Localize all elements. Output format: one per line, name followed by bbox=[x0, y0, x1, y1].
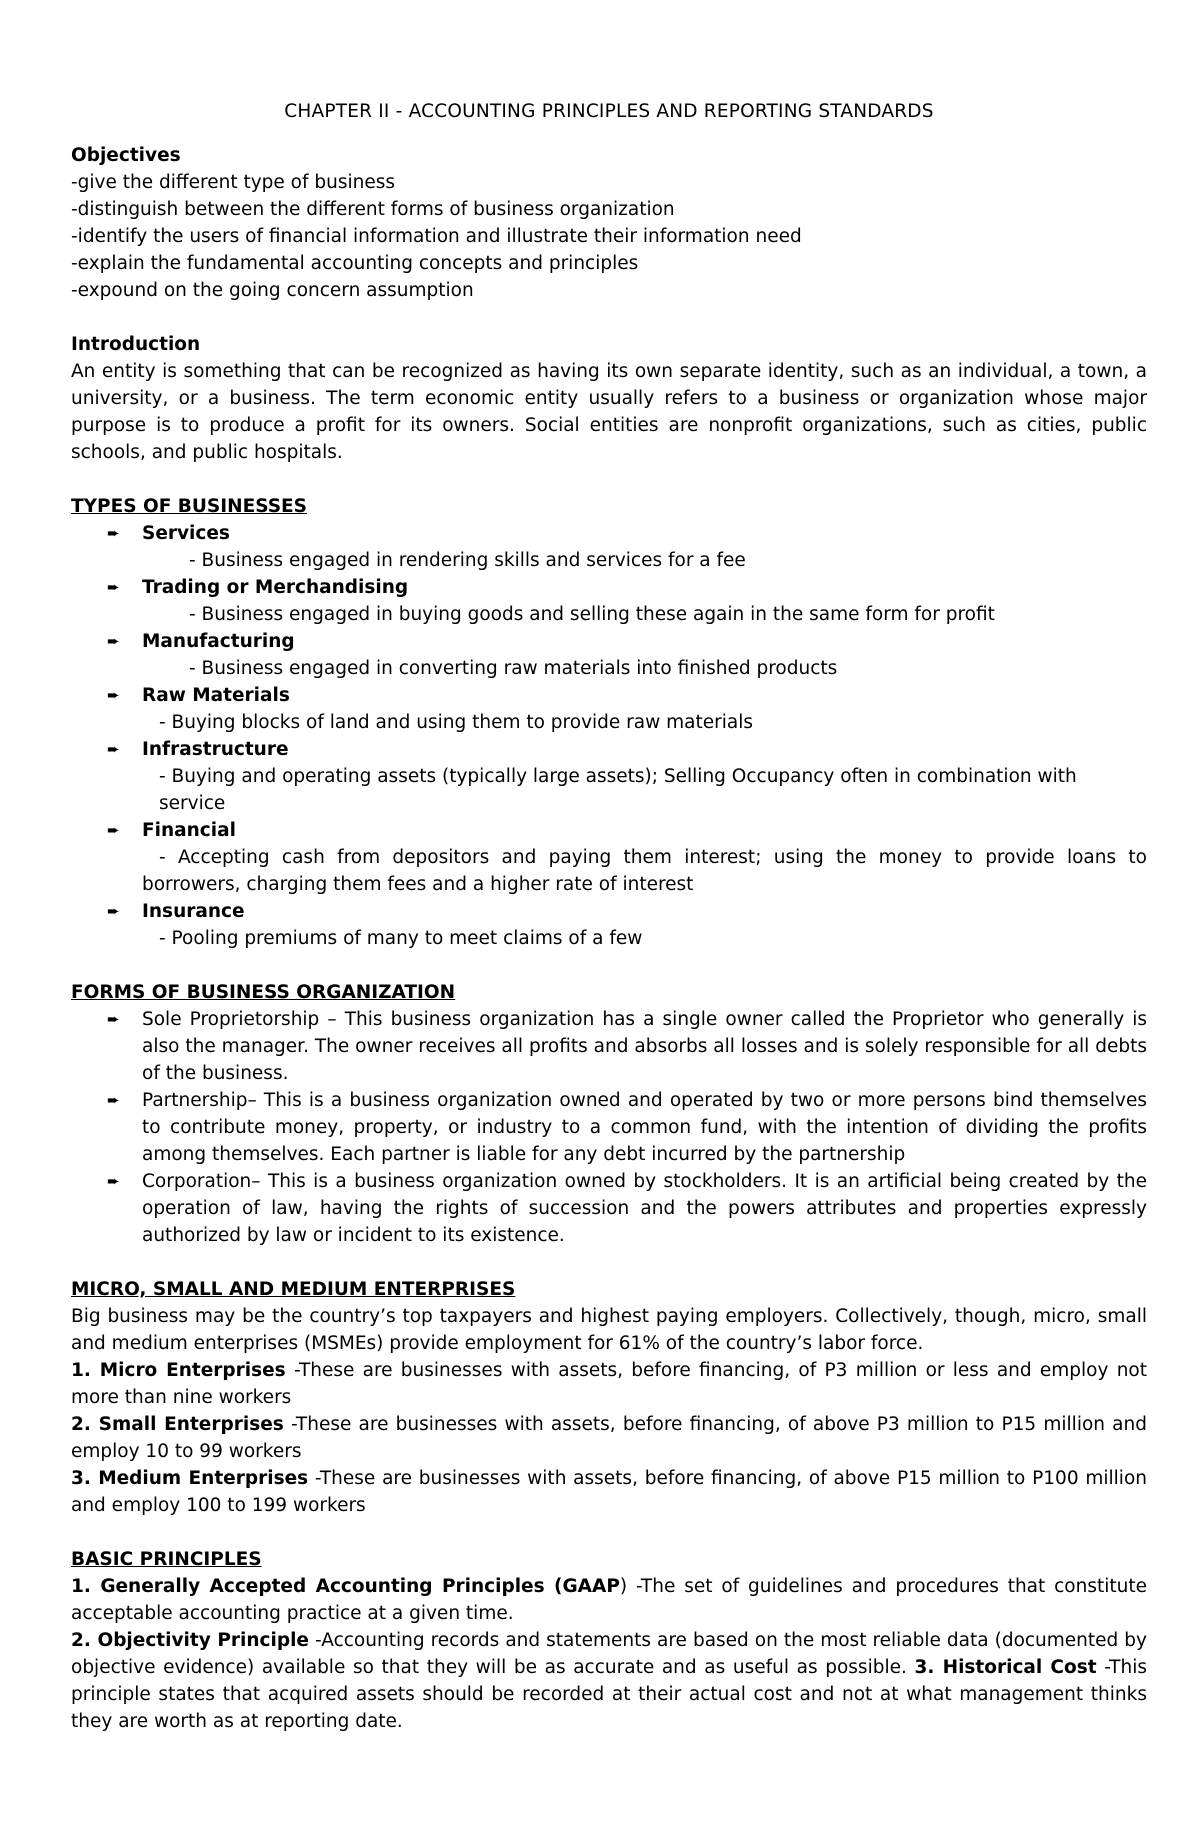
form-item-sole-proprietorship bbox=[71, 1006, 1147, 1087]
objective-item: -distinguish between the different forms of business organization bbox=[71, 199, 675, 220]
business-type-desc: - Business engaged in rendering skills and services for a fee bbox=[189, 550, 746, 571]
forms-heading: FORMS OF BUSINESS ORGANIZATION bbox=[71, 982, 456, 1003]
msme-item-text: -These are businesses with assets, before financing, of above P3 million to P15 million and employ 10 to 99 workers bbox=[71, 1414, 1147, 1462]
form-item-partnership bbox=[71, 1087, 1147, 1168]
objectives-heading: Objectives bbox=[71, 145, 181, 166]
principle-text: -Accounting records and statements are based on the most reliable data (documented by objective evidence) available so that they will be as accurate and as useful as possible. bbox=[71, 1630, 1147, 1678]
business-type-trading bbox=[71, 574, 1147, 601]
arrow-bullet-icon: ➨ bbox=[107, 1091, 120, 1109]
types-section bbox=[71, 493, 1147, 952]
msme-item-medium bbox=[71, 1465, 1147, 1519]
business-type-raw-materials bbox=[71, 682, 1147, 709]
msme-item-label: 1. Micro Enterprises bbox=[71, 1360, 286, 1381]
forms-section bbox=[71, 979, 1147, 1249]
objective-item: -expound on the going concern assumption bbox=[71, 280, 474, 301]
business-type-name: Raw Materials bbox=[142, 685, 290, 706]
business-type-desc: - Pooling premiums of many to meet claims of a few bbox=[159, 928, 643, 949]
objective-item: -identify the users of financial information and illustrate their information need bbox=[71, 226, 802, 247]
form-item-text: Corporation– This is a business organization owned by stockholders. It is an artificial being created by the operation of law, having the rights of succession and the powers attributes and properties expressly authorized by law or incident to its existence. bbox=[142, 1171, 1147, 1246]
arrow-bullet-icon: ➨ bbox=[107, 686, 120, 704]
business-type-infrastructure bbox=[71, 736, 1147, 763]
document-page bbox=[71, 98, 1147, 1735]
business-type-services bbox=[71, 520, 1147, 547]
arrow-bullet-icon: ➨ bbox=[107, 632, 120, 650]
business-type-insurance bbox=[71, 898, 1147, 925]
arrow-bullet-icon: ➨ bbox=[107, 902, 120, 920]
business-type-desc: - Accepting cash from depositors and paying them interest; using the money to provide loans to borrowers, charging them fees and a higher rate of interest bbox=[142, 847, 1147, 895]
msme-item-text: -These are businesses with assets, before financing, of above P15 million to P100 million and employ 100 to 199 workers bbox=[71, 1468, 1147, 1516]
business-type-name: Financial bbox=[142, 820, 236, 841]
basic-principles-section bbox=[71, 1546, 1147, 1735]
principle-label: 3. Historical Cost bbox=[914, 1657, 1097, 1678]
msme-section bbox=[71, 1276, 1147, 1519]
objective-item: -explain the fundamental accounting concepts and principles bbox=[71, 253, 639, 274]
spacer bbox=[71, 952, 1147, 979]
msme-item-label: 3. Medium Enterprises bbox=[71, 1468, 309, 1489]
arrow-bullet-icon: ➨ bbox=[107, 821, 120, 839]
principle-text: ) -The set of guidelines and procedures that constitute acceptable accounting practice at a given time. bbox=[71, 1576, 1147, 1624]
form-item-text: Sole Proprietorship – This business organization has a single owner called the Proprietor who generally is also the manager. The owner receives all profits and absorbs all losses and is solely responsible for all debts of the business. bbox=[142, 1009, 1147, 1084]
spacer bbox=[71, 466, 1147, 493]
chapter-title: CHAPTER II - ACCOUNTING PRINCIPLES AND REPORTING STANDARDS bbox=[284, 101, 934, 122]
msme-item-label: 2. Small Enterprises bbox=[71, 1414, 284, 1435]
spacer bbox=[71, 1519, 1147, 1546]
business-type-desc: - Business engaged in converting raw materials into finished products bbox=[189, 658, 838, 679]
business-type-name: Trading or Merchandising bbox=[142, 577, 409, 598]
arrow-bullet-icon: ➨ bbox=[107, 578, 120, 596]
objectives-section bbox=[71, 142, 1147, 304]
principle-label: 2. Objectivity Principle bbox=[71, 1630, 309, 1651]
business-type-desc: - Business engaged in buying goods and selling these again in the same form for profit bbox=[189, 604, 995, 625]
spacer bbox=[71, 1249, 1147, 1276]
msme-item-small bbox=[71, 1411, 1147, 1465]
msme-item-text: -These are businesses with assets, before financing, of P3 million or less and employ not more than nine workers bbox=[71, 1360, 1147, 1408]
arrow-bullet-icon: ➨ bbox=[107, 740, 120, 758]
form-item-text: Partnership– This is a business organization owned and operated by two or more persons bind themselves to contribute money, property, or industry to a common fund, with the intention of dividing the profits among themselves. Each partner is liable for any debt incurred by the partnership bbox=[142, 1090, 1147, 1165]
introduction-section bbox=[71, 331, 1147, 466]
basic-principles-heading: BASIC PRINCIPLES bbox=[71, 1549, 262, 1570]
msme-heading: MICRO, SMALL AND MEDIUM ENTERPRISES bbox=[71, 1279, 516, 1300]
business-type-desc: - Buying and operating assets (typically large assets); Selling Occupancy often in combination with service bbox=[159, 766, 1077, 814]
principle-text: -This principle states that acquired assets should be recorded at their actual cost and not at what management thinks they are worth as at reporting date. bbox=[71, 1657, 1147, 1732]
principle-objectivity bbox=[71, 1627, 1147, 1735]
introduction-heading: Introduction bbox=[71, 334, 201, 355]
msme-item-micro bbox=[71, 1357, 1147, 1411]
business-type-manufacturing bbox=[71, 628, 1147, 655]
business-type-desc: - Buying blocks of land and using them to provide raw materials bbox=[159, 712, 753, 733]
arrow-bullet-icon: ➨ bbox=[107, 1010, 120, 1028]
introduction-text: An entity is something that can be recognized as having its own separate identity, such as an individual, a town, a university, or a business. The term economic entity usually refers to a business or organization whose major purpose is to produce a profit for its owners. Social entities are nonprofit organizations, such as cities, public schools, and public hospitals. bbox=[71, 361, 1147, 463]
business-type-name: Manufacturing bbox=[142, 631, 295, 652]
arrow-bullet-icon: ➨ bbox=[107, 524, 120, 542]
principle-gaap bbox=[71, 1573, 1147, 1627]
form-item-corporation bbox=[71, 1168, 1147, 1249]
business-type-financial bbox=[71, 817, 1147, 844]
business-type-name: Insurance bbox=[142, 901, 245, 922]
arrow-bullet-icon: ➨ bbox=[107, 1172, 120, 1190]
msme-intro: Big business may be the country’s top taxpayers and highest paying employers. Collectively, though, micro, small and medium enterprises (MSMEs) provide employment for 61% of the country’s labor force. bbox=[71, 1306, 1147, 1354]
business-type-name: Infrastructure bbox=[142, 739, 289, 760]
business-type-name: Services bbox=[142, 523, 230, 544]
principle-label: 1. Generally Accepted Accounting Principles (GAAP bbox=[71, 1576, 620, 1597]
types-heading: TYPES OF BUSINESSES bbox=[71, 496, 308, 517]
objective-item: -give the different type of business bbox=[71, 172, 396, 193]
spacer bbox=[71, 304, 1147, 331]
